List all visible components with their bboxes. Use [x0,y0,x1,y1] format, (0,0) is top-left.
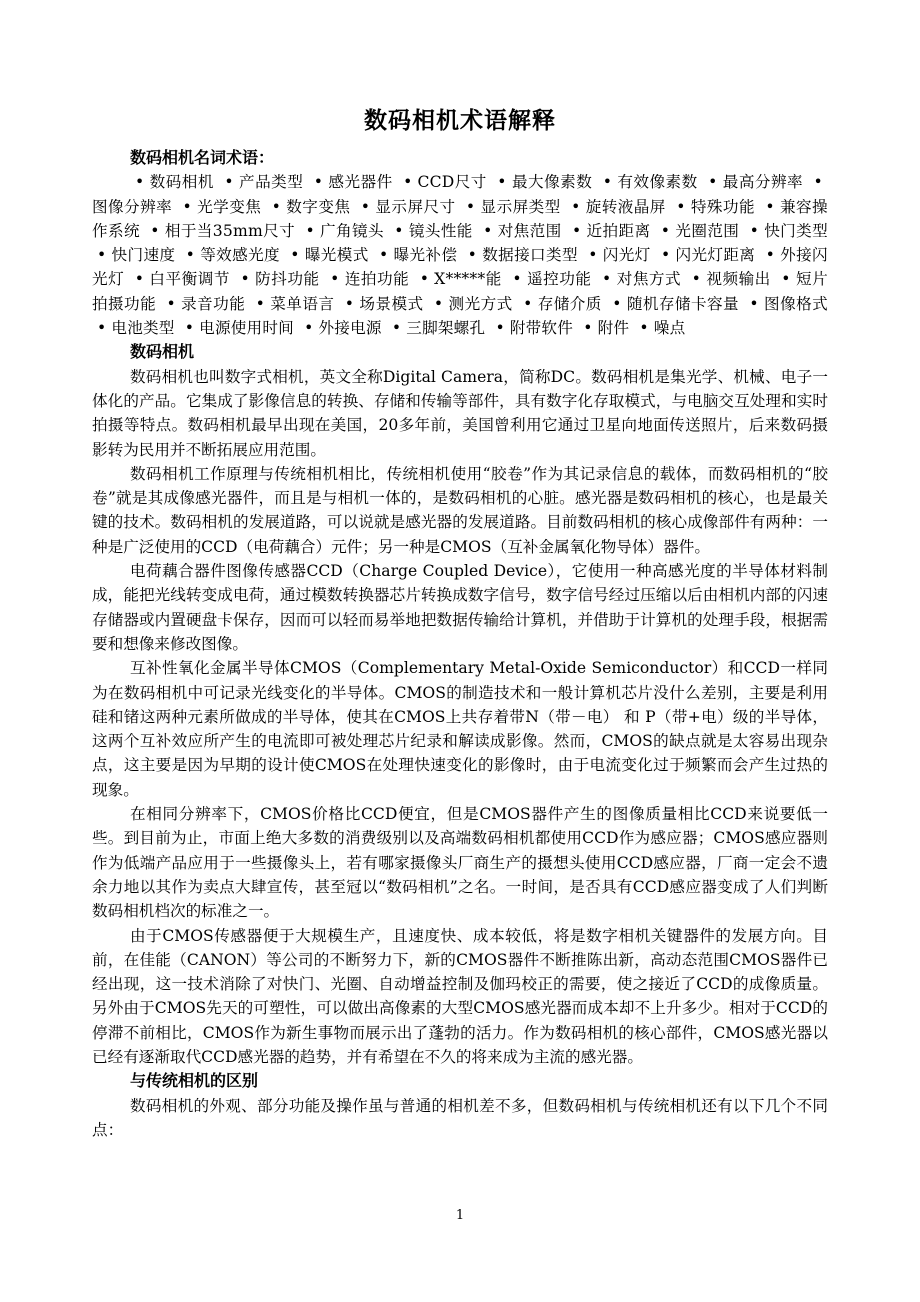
bullet-separator: • [691,270,702,289]
paragraph-cmos: 互补性氧化金属半导体CMOS（Complementary Metal-Oxide Semiconductor）和CCD一样同为在数码相机中可记录光线变化的半导体。CMOS的制造技术和一般计算机芯片没什么差别，主要是利用硅和锗这两种元素所做成的半导体，使其在CMOS上共存着带N（带－电） 和 P（带+电）级的半导体，这两个互补效应所产生的电流即可被处理芯片纪录和解读成影像。然而，CMOS的缺点就是太容易出现杂点，这主要是因为早期的设计使CMOS在处理快速变化的影像时，由于电流变化过于频繁而会产生过热的现象。 [92,659,828,799]
paragraph-intro: 数码相机也叫数字式相机，英文全称Digital Camera，简称DC。数码相机是集光学、机械、电子一体化的产品。它集成了影像信息的转换、存储和传输等部件，具有数字化存取模式，与电脑交互处理和实时拍摄等特点。数码相机最早出现在美国，20多年前，美国曾利用它通过卫星向地面传送照片，后来数码摄影转为民用并不断拓展应用范围。 [92,367,828,459]
term-item: 感光器件 [328,173,393,192]
bullet-separator: • [483,221,493,240]
paragraph-principle: 数码相机工作原理与传统相机相比，传统相机使用“胶卷”作为其记录信息的载体，而数码相机的“胶卷”就是其成像感光器件，而且是与相机一体的，是数码相机的心脏。感光器是数码相机的核心，也是最关键的技术。数码相机的发展道路，可以说就是感光器的发展道路。目前数码相机的核心成像部件有两种：一种是广泛使用的CCD（电荷藕合）元件；另一种是CMOS（互补金属氧化物导体）器件。 [92,464,828,556]
bullet-separator: • [765,246,775,265]
term-item: 电源使用时间 [199,319,294,338]
term-item: 图像格式 [763,294,828,313]
term-item: 测光方式 [448,294,513,313]
term-item: 光学变焦 [196,197,262,216]
term-item: 显示屏类型 [480,197,561,216]
bullet-separator: • [360,197,371,216]
bullet-separator: • [467,246,478,265]
bullet-separator: • [588,246,598,265]
term-item: 曝光模式 [304,246,369,265]
bullet-separator: • [391,319,402,338]
term-item: 噪点 [653,319,686,338]
term-item: 视频输出 [706,270,771,289]
document-title: 数码相机术语解释 [364,107,556,134]
bullet-separator: • [765,197,775,216]
section-heading-differences: 与传统相机的区别 [130,1071,259,1091]
bullet-separator: • [749,294,759,313]
bullet-separator: • [255,294,266,313]
term-item: 附带软件 [509,319,574,338]
bullet-separator: • [330,270,340,289]
term-item: 电池类型 [111,319,175,338]
bullet-separator: • [433,294,444,313]
bullet-separator: • [781,270,791,289]
term-item: 数码相机 [149,173,214,192]
bullet-separator: • [185,246,196,265]
term-item: 存储介质 [537,294,602,313]
term-item: 镜头性能 [408,221,473,240]
term-item: 对焦范围 [497,221,562,240]
bullet-separator: • [612,294,622,313]
term-item: 附件 [597,319,630,338]
bullet-separator: • [495,319,505,338]
bullet-separator: • [813,173,823,192]
term-item: X*****能 [434,270,502,289]
term-item: 数据接口类型 [482,246,578,265]
term-item: 场景模式 [359,294,424,313]
bullet-separator: • [708,173,718,192]
paragraph-ccd: 电荷藕合器件图像传感器CCD（Charge Coupled Device），它使用一种高感光度的半导体材料制成，能把光线转变成电荷，通过模数转换器芯片转换成数字信号，数字信号经过压缩以后由相机内部的闪速存储器或内置硬盘卡保存，因而可以轻而易举地把数据传输给计算机，并借助于计算机的处理手段，根据需要和想像来修改图像。 [92,562,828,653]
bullet-separator: • [271,197,282,216]
bullet-separator: • [512,270,522,289]
terms-list [92,170,828,340]
term-item: 菜单语言 [270,294,335,313]
page-number: 1 [455,1208,465,1223]
bullet-separator: • [419,270,430,289]
term-item: 快门速度 [111,246,176,265]
term-item: 显示屏尺寸 [375,197,456,216]
bullet-separator: • [97,246,107,265]
bullet-separator: • [394,221,404,240]
term-item: 有效像素数 [617,173,698,192]
term-item: 遥控功能 [526,270,592,289]
paragraph-differences-intro: 数码相机的外观、部分功能及操作虽与普通的相机差不多，但数码相机与传统相机还有以下几个不同点： [92,1096,828,1139]
term-item: 录音功能 [180,294,246,313]
term-item: 产品类型 [238,173,304,192]
section-heading-digital-camera: 数码相机 [130,342,195,362]
term-item: 特殊功能 [690,197,755,216]
term-item: 图像分辨率 [92,197,173,216]
bullet-separator: • [583,319,593,338]
term-item: 短片拍摄功能 [92,270,828,313]
bullet-separator: • [749,221,760,240]
bullet-separator: • [660,246,671,265]
paragraph-comparison: 在相同分辨率下，CMOS价格比CCD便宜，但是CMOS器件产生的图像质量相比CCD来说要低一些。到目前为止，市面上绝大多数的消费级别以及高端数码相机都使用CCD作为感应器；CMOS感应器则作为低端产品应用于一些摄像头上，若有哪家摄像头厂商生产的摄想头使用CCD感应器，厂商一定会不遗余力地以其作为卖点大肆宣传，甚至冠以“数码相机”之名。一时间，是否具有CCD感应器变成了人们判断数码相机档次的标准之一。 [92,805,828,921]
term-item: 快门类型 [764,221,828,240]
bullet-separator: • [378,246,389,265]
term-item: 曝光补偿 [393,246,458,265]
paragraph-cmos-future: 由于CMOS传感器便于大规模生产，且速度快、成本较低，将是数字相机关键器件的发展方向。目前，在佳能（CANON）等公司的不断努力下，新的CMOS器件不断推陈出新，高动态范围CMOS器件已经出现，这一技术消除了对快门、光圈、自动增益控制及伽玛校正的需要，使之接近了CCD的成像质量。另外由于CMOS先天的可塑性，可以做出高像素的大型CMOS感光器而成本却不上升多少。相对于CCD的停滞不前相比，CMOS作为新生事物而展示出了蓬勃的活力。作为数码相机的核心部件，CMOS感光器以已经有逐渐取代CCD感光器的趋势，并有希望在不久的将来成为主流的感光器。 [92,926,828,1066]
bullet-separator: • [571,197,581,216]
bullet-separator: • [523,294,533,313]
term-item: 广角镜头 [319,221,384,240]
document-page [92,98,828,1142]
term-item: 闪光灯距离 [675,246,756,265]
term-item: 近拍距离 [586,221,651,240]
term-item: 随机存储卡容量 [626,294,740,313]
bullet-separator: • [290,246,300,265]
terms-heading: 数码相机名词术语： [130,148,275,167]
term-item: 数字变焦 [286,197,351,216]
term-item: 连拍功能 [344,270,410,289]
bullet-separator: • [134,270,145,289]
bullet-separator: • [602,173,613,192]
term-item: 闪光灯 [602,246,651,265]
bullet-separator: • [166,294,176,313]
bullet-separator: • [97,319,107,338]
bullet-separator: • [497,173,507,192]
term-item: 最高分辨率 [722,173,804,192]
term-item: 相于当35mm尺寸 [164,221,296,240]
term-item: 外接闪光灯 [92,246,828,289]
term-item: 外接电源 [318,319,382,338]
term-item: 兼容操作系统 [92,197,828,240]
bullet-separator: • [304,319,314,338]
bullet-separator: • [571,221,582,240]
bullet-separator: • [240,270,250,289]
bullet-separator: • [224,173,234,192]
term-item: 等效感光度 [200,246,280,265]
bullet-separator: • [465,197,476,216]
bullet-separator: • [660,221,671,240]
bullet-separator: • [305,221,315,240]
term-item: CCD尺寸 [417,173,487,192]
bullet-separator: • [135,173,145,192]
bullet-separator: • [676,197,686,216]
bullet-separator: • [639,319,649,338]
term-item: 旋转液晶屏 [585,197,666,216]
bullet-separator: • [601,270,612,289]
term-item: 最大像素数 [511,173,593,192]
term-item: 光圈范围 [675,221,740,240]
term-item: 防抖功能 [254,270,320,289]
bullet-separator: • [313,173,324,192]
bullet-separator: • [184,319,195,338]
term-item: 白平衡调节 [149,270,230,289]
bullet-separator: • [403,173,413,192]
bullet-separator: • [344,294,355,313]
term-item: 对焦方式 [616,270,682,289]
term-item: 三脚架螺孔 [406,319,486,338]
bullet-separator: • [182,197,192,216]
bullet-separator: • [150,221,160,240]
